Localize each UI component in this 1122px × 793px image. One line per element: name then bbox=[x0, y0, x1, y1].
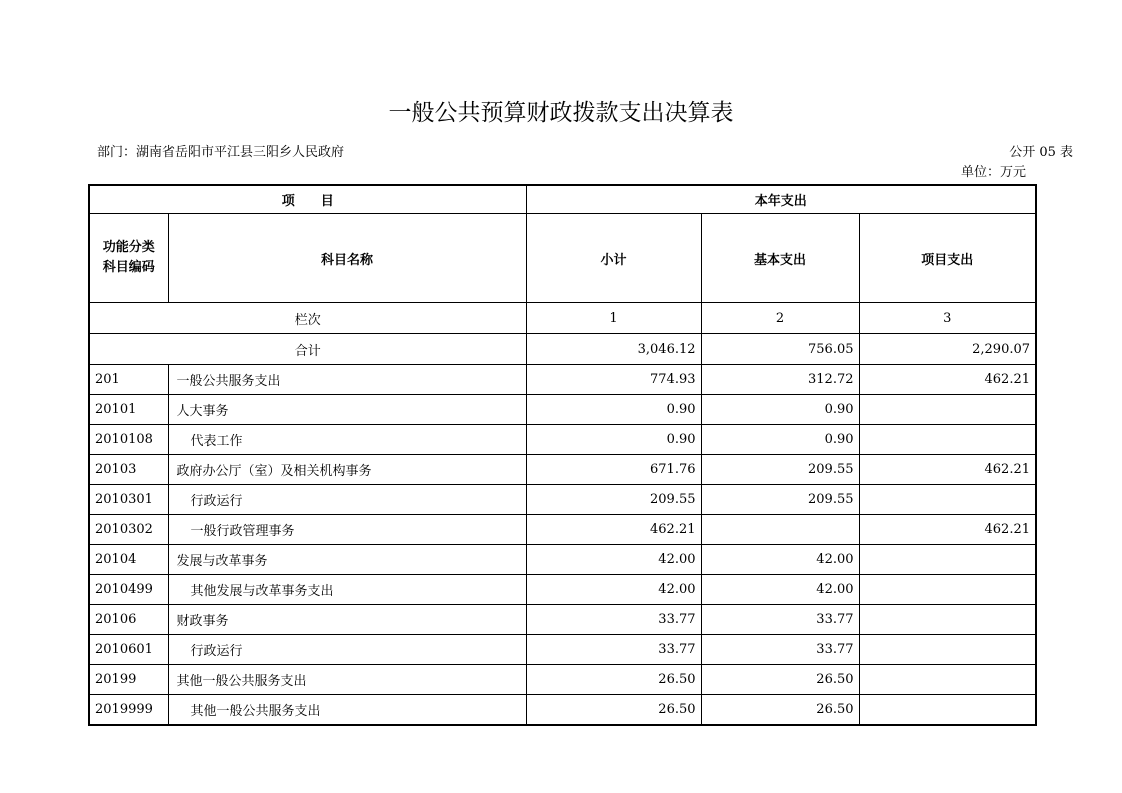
row-name: 人大事务 bbox=[168, 395, 526, 425]
total-subtotal: 3,046.12 bbox=[526, 334, 701, 365]
row-code: 201 bbox=[89, 365, 168, 395]
header-row-1 bbox=[89, 185, 1036, 214]
header-func-code-line1: 功能分类 bbox=[102, 240, 155, 255]
row-basic: 42.00 bbox=[701, 575, 859, 605]
row-basic: 0.90 bbox=[701, 395, 859, 425]
row-project bbox=[859, 665, 1036, 695]
table-row bbox=[89, 605, 1036, 635]
table-row bbox=[89, 425, 1036, 455]
row-project bbox=[859, 395, 1036, 425]
table-row bbox=[89, 635, 1036, 665]
row-name: 财政事务 bbox=[168, 605, 526, 635]
row-subtotal: 209.55 bbox=[526, 485, 701, 515]
table-row bbox=[89, 365, 1036, 395]
column-number-3: 3 bbox=[859, 303, 1036, 334]
header-basic: 基本支出 bbox=[701, 214, 859, 303]
header-project-exp: 项目支出 bbox=[859, 214, 1036, 303]
row-basic: 33.77 bbox=[701, 635, 859, 665]
department-label: 部门：湖南省岳阳市平江县三阳乡人民政府 bbox=[97, 145, 345, 160]
header-subtotal: 小计 bbox=[526, 214, 701, 303]
table-row bbox=[89, 665, 1036, 695]
table-row bbox=[89, 515, 1036, 545]
row-project: 462.21 bbox=[859, 515, 1036, 545]
row-name: 行政运行 bbox=[168, 485, 526, 515]
row-code: 2010499 bbox=[89, 575, 168, 605]
row-name: 发展与改革事务 bbox=[168, 545, 526, 575]
row-name: 行政运行 bbox=[168, 635, 526, 665]
row-code: 2019999 bbox=[89, 695, 168, 726]
row-basic bbox=[701, 515, 859, 545]
row-name: 一般公共服务支出 bbox=[168, 365, 526, 395]
total-row bbox=[89, 334, 1036, 365]
row-name: 其他发展与改革事务支出 bbox=[168, 575, 526, 605]
row-name: 代表工作 bbox=[168, 425, 526, 455]
row-code: 20103 bbox=[89, 455, 168, 485]
row-basic: 26.50 bbox=[701, 695, 859, 726]
row-project bbox=[859, 695, 1036, 726]
row-project bbox=[859, 425, 1036, 455]
row-project bbox=[859, 605, 1036, 635]
row-code: 20106 bbox=[89, 605, 168, 635]
header-row-2 bbox=[89, 214, 1036, 303]
row-code: 2010108 bbox=[89, 425, 168, 455]
budget-table bbox=[88, 184, 1037, 726]
row-subtotal: 33.77 bbox=[526, 605, 701, 635]
form-number: 公开 05 表 bbox=[1009, 145, 1073, 160]
row-project bbox=[859, 635, 1036, 665]
total-project: 2,290.07 bbox=[859, 334, 1036, 365]
header-func-code-line2: 科目编码 bbox=[102, 260, 155, 275]
row-subtotal: 42.00 bbox=[526, 545, 701, 575]
row-subtotal: 0.90 bbox=[526, 425, 701, 455]
row-name: 其他一般公共服务支出 bbox=[168, 665, 526, 695]
row-basic: 312.72 bbox=[701, 365, 859, 395]
row-basic: 209.55 bbox=[701, 455, 859, 485]
table-row bbox=[89, 395, 1036, 425]
row-basic: 209.55 bbox=[701, 485, 859, 515]
row-project: 462.21 bbox=[859, 365, 1036, 395]
row-name: 一般行政管理事务 bbox=[168, 515, 526, 545]
row-code: 2010301 bbox=[89, 485, 168, 515]
page-title: 一般公共预算财政拨款支出决算表 bbox=[388, 100, 734, 126]
row-code: 20101 bbox=[89, 395, 168, 425]
table-row bbox=[89, 575, 1036, 605]
row-subtotal: 42.00 bbox=[526, 575, 701, 605]
row-code: 20104 bbox=[89, 545, 168, 575]
table-row bbox=[89, 485, 1036, 515]
row-project bbox=[859, 545, 1036, 575]
row-code: 2010302 bbox=[89, 515, 168, 545]
row-name: 政府办公厅（室）及相关机构事务 bbox=[168, 455, 526, 485]
column-number-1: 1 bbox=[526, 303, 701, 334]
header-current-year: 本年支出 bbox=[526, 185, 1036, 214]
row-basic: 33.77 bbox=[701, 605, 859, 635]
header-project: 项 目 bbox=[89, 185, 526, 214]
table-row bbox=[89, 695, 1036, 726]
row-code: 2010601 bbox=[89, 635, 168, 665]
header-subject-name: 科目名称 bbox=[168, 214, 526, 303]
row-basic: 0.90 bbox=[701, 425, 859, 455]
row-subtotal: 0.90 bbox=[526, 395, 701, 425]
unit-label: 单位：万元 bbox=[960, 165, 1026, 180]
row-subtotal: 26.50 bbox=[526, 665, 701, 695]
row-subtotal: 462.21 bbox=[526, 515, 701, 545]
row-project bbox=[859, 485, 1036, 515]
column-number-row bbox=[89, 303, 1036, 334]
total-basic: 756.05 bbox=[701, 334, 859, 365]
header-func-code bbox=[89, 214, 168, 303]
table-row bbox=[89, 545, 1036, 575]
row-name: 其他一般公共服务支出 bbox=[168, 695, 526, 726]
row-basic: 26.50 bbox=[701, 665, 859, 695]
row-code: 20199 bbox=[89, 665, 168, 695]
row-basic: 42.00 bbox=[701, 545, 859, 575]
row-subtotal: 26.50 bbox=[526, 695, 701, 726]
row-project bbox=[859, 575, 1036, 605]
row-project: 462.21 bbox=[859, 455, 1036, 485]
column-number-label: 栏次 bbox=[89, 303, 526, 334]
total-label: 合计 bbox=[89, 334, 526, 365]
column-number-2: 2 bbox=[701, 303, 859, 334]
row-subtotal: 33.77 bbox=[526, 635, 701, 665]
table-row bbox=[89, 455, 1036, 485]
row-subtotal: 774.93 bbox=[526, 365, 701, 395]
row-subtotal: 671.76 bbox=[526, 455, 701, 485]
